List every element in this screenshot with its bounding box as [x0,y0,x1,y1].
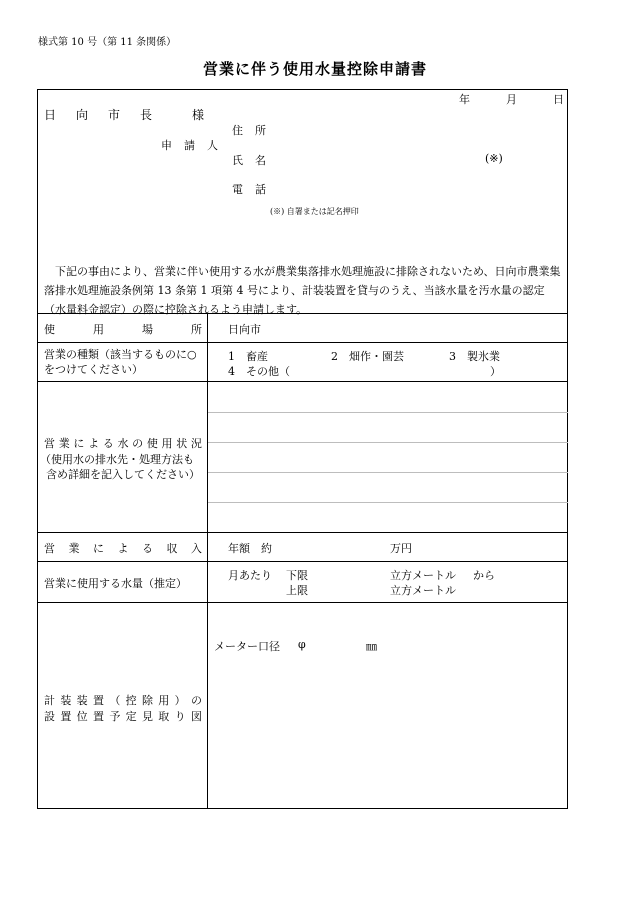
meter-label-line-1: 計 装 装 置 （ 控 除 用 ） の [44,694,202,707]
row-line [37,532,568,533]
signature-mark: (※) [485,152,503,165]
usage-sublabel-1: （使用水の排水先・処理方法も [40,453,194,466]
page-title: 営業に伴う使用水量控除申請書 [202,60,427,78]
business-type-label: 営業の種類（該当するものに○をつけてください） [44,348,197,376]
lower-limit-label: 下限 [286,569,308,582]
upper-limit-label: 上限 [286,584,308,597]
location-value: 日向市 [228,323,261,336]
income-unit: 万円 [390,542,412,555]
option-other-close: ） [490,365,501,378]
row-line [37,602,568,603]
address-label: 住 所 [232,124,266,137]
table-top-line [37,313,568,314]
application-statement: 下記の事由により、営業に伴い使用する水が農業集落排水処理施設に排除されないため、日向市農業集落排水処理施設条例第 13 条第 1 項第 4 号により、計装装置を貸与のうえ、当該水量を汚水量の認定（水量料金認定）の際に控除されるよう申請します。 [44,265,561,316]
row-line [37,381,568,382]
upper-unit: 立方メートル [390,584,456,597]
date-day: 日 [553,93,564,106]
usage-entry-line [208,442,568,443]
column-divider [207,313,208,809]
option-other[interactable]: 4 その他（ [228,365,290,378]
lower-unit: 立方メートル [390,569,456,582]
usage-entry-line [208,412,568,413]
per-month-label: 月あたり [228,569,272,582]
date-year: 年 [459,93,470,106]
name-label: 氏 名 [232,154,266,167]
row-line [37,561,568,562]
location-label: 使 用 場 所 [44,323,202,336]
from-label: から [473,569,495,582]
phi-symbol: φ [298,638,306,651]
addressee: 日 向 市 長 様 [44,108,204,122]
option-livestock[interactable]: 1 畜産 [228,350,268,363]
usage-entry-line [208,502,568,503]
income-prefix: 年額 約 [228,542,272,555]
phone-label: 電 話 [232,183,266,196]
row-line [37,342,568,343]
option-ice-making[interactable]: 3 製氷業 [449,350,500,363]
date-month: 月 [506,93,517,106]
usage-label: 営 業 に よ る 水 の 使 用 状 況 [44,437,202,450]
meter-diameter-label: メーター口径 [214,640,280,653]
usage-sublabel-2: 含め詳細を記入してください） [46,468,200,481]
meter-label-line-2: 設 置 位 置 予 定 見 取 り 図 [44,710,202,723]
mm-unit: ㎜ [366,640,377,653]
income-label: 営 業 に よ る 収 入 [44,542,202,555]
usage-entry-line [208,472,568,473]
water-volume-label: 営業に使用する水量（推定） [44,577,187,590]
applicant-label: 申 請 人 [161,139,218,152]
signature-note: (※) 自署または記名押印 [270,207,359,216]
form-number-label: 様式第 10 号（第 11 条関係） [38,37,177,48]
option-horticulture[interactable]: 2 畑作・園芸 [331,350,404,363]
